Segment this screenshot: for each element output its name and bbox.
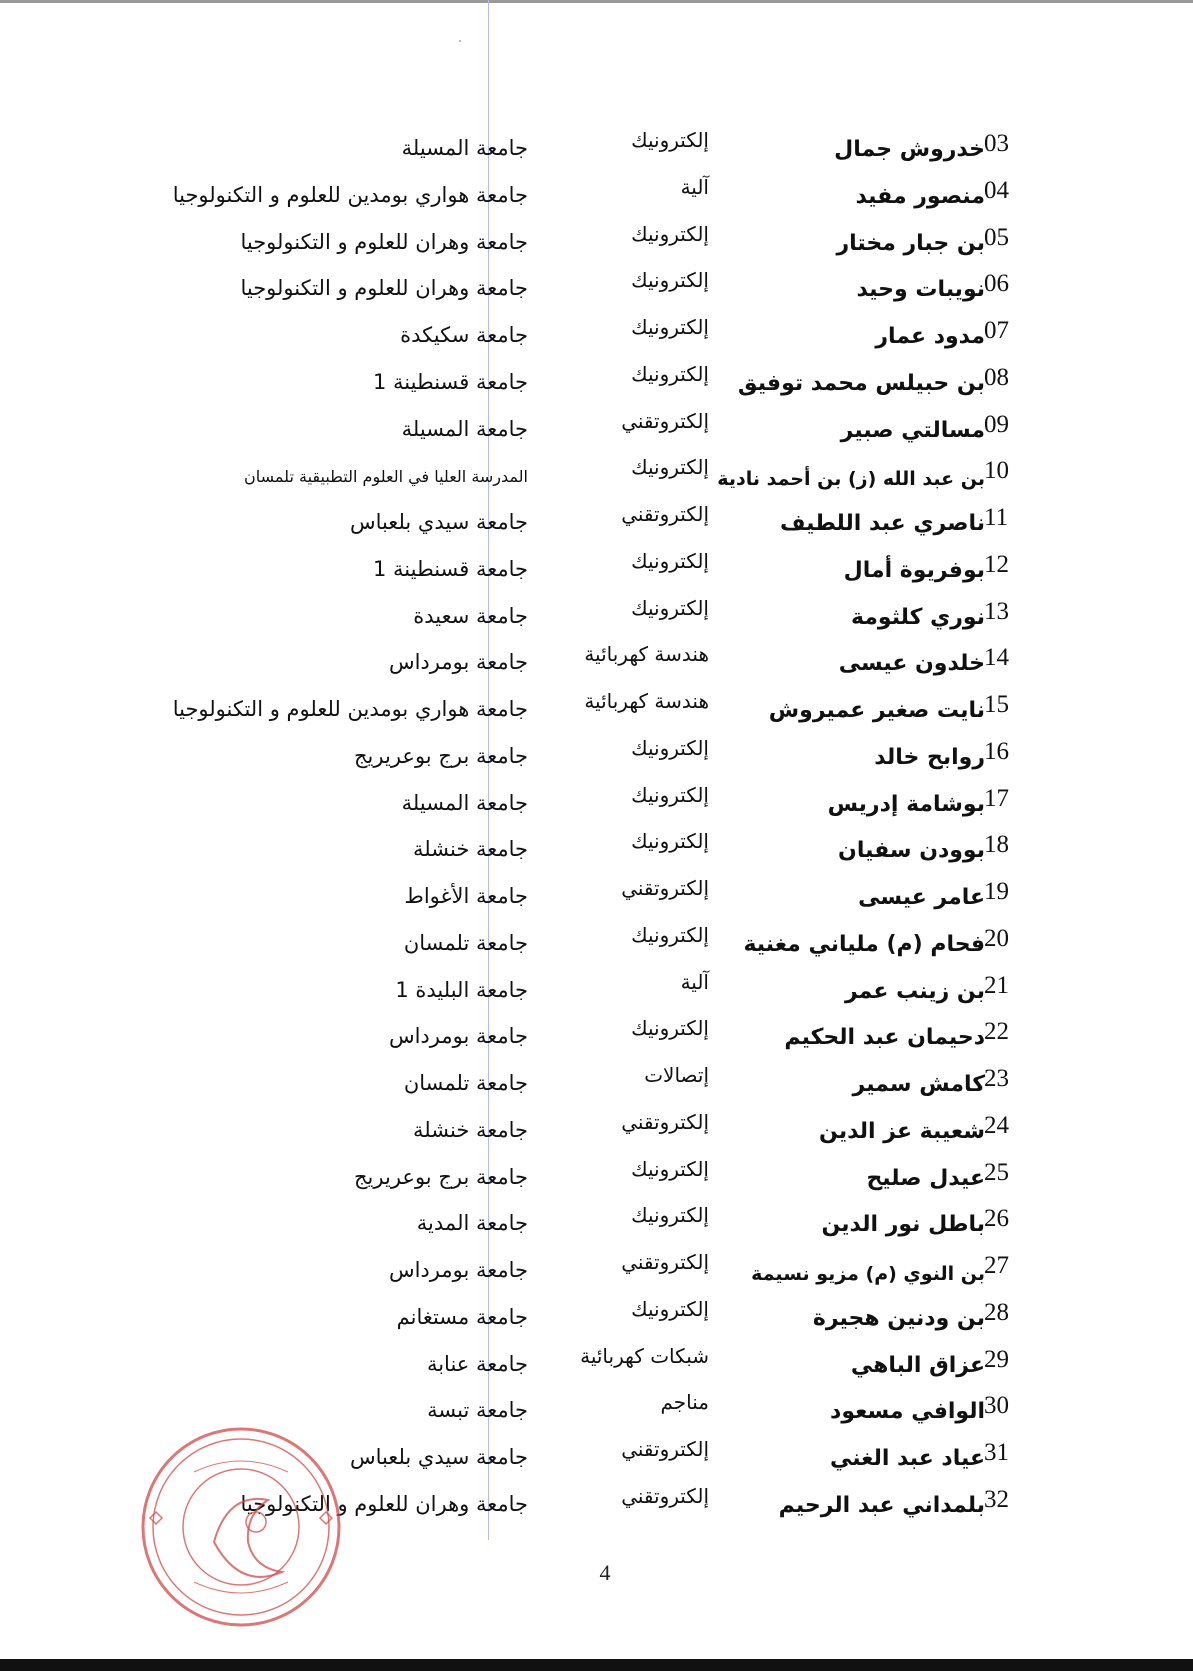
university: جامعة هواري بومدين للعلوم و التكنولوجيا (172, 182, 528, 207)
row-number: 05 (984, 223, 1009, 251)
university: جامعة وهران للعلوم و التكنولوجيا (240, 1491, 528, 1516)
list-row (0, 919, 1193, 966)
university: جامعة بومرداس (388, 650, 528, 675)
university: جامعة تبسة (427, 1398, 528, 1423)
row-number: 22 (984, 1018, 1009, 1046)
row-number: 09 (984, 410, 1009, 438)
specialty: إلكترونيك (631, 1156, 709, 1181)
member-name: بوشامة إدريس (827, 791, 985, 817)
list-row (0, 545, 1193, 592)
member-name: عياد عبد الغني (829, 1446, 985, 1471)
row-number: 12 (984, 550, 1009, 578)
row-number: 23 (984, 1065, 1009, 1092)
specialty: إلكتروتقني (621, 502, 709, 526)
specialty: إلكترونيك (631, 1016, 709, 1041)
list-row (0, 451, 1193, 498)
list-row (0, 638, 1193, 685)
row-number: 26 (984, 1205, 1009, 1233)
row-number: 27 (984, 1252, 1009, 1279)
university: المدرسة العليا في العلوم التطبيقية تلمسان (244, 467, 528, 487)
members-list (0, 124, 1193, 1527)
specialty: إلكتروتقني (621, 1483, 709, 1508)
list-row (0, 124, 1193, 171)
list-row (0, 1153, 1193, 1200)
list-row (0, 1246, 1193, 1293)
page-number: 4 (599, 1560, 611, 1585)
specialty: إلكتروتقني (621, 876, 709, 900)
university: جامعة تلمسان (403, 1071, 528, 1095)
university: جامعة هواري بومدين للعلوم و التكنولوجيا (172, 697, 528, 721)
member-name: بن حبيلس محمد توفيق (737, 370, 985, 396)
university: جامعة البليدة 1 (395, 977, 528, 1002)
row-number: 08 (984, 363, 1009, 391)
row-number: 24 (984, 1111, 1009, 1139)
university: جامعة المدية (416, 1211, 528, 1236)
member-name: بن ودنين هجيرة (812, 1305, 985, 1331)
specialty: إلكتروتقني (621, 1109, 709, 1134)
member-name: كامش سمير (852, 1072, 985, 1097)
list-row (0, 498, 1193, 545)
member-name: مسالتي صبير (840, 417, 985, 443)
row-number: 11 (984, 504, 1009, 531)
specialty: إلكترونيك (631, 922, 709, 947)
member-name: الوافي مسعود (830, 1399, 985, 1425)
member-name: ناصري عبد اللطيف (779, 511, 985, 536)
list-row (0, 405, 1193, 452)
specialty: إلكترونيك (631, 829, 709, 854)
specialty: إلكترونيك (631, 221, 709, 246)
university: جامعة خنشلة (413, 837, 528, 862)
member-name: منصور مفيد (855, 183, 985, 209)
specialty: إلكتروتقني (621, 1437, 709, 1461)
specialty: إلكترونيك (631, 268, 709, 293)
row-number: 15 (984, 691, 1009, 718)
row-number: 07 (984, 317, 1009, 344)
specialty: إلكتروتقني (621, 408, 709, 433)
list-row (0, 264, 1193, 311)
row-number: 04 (984, 176, 1009, 204)
member-name: باطل نور الدين (821, 1212, 985, 1238)
university: جامعة المسيلة (401, 790, 528, 815)
row-number: 14 (984, 644, 1009, 672)
university: جامعة سعيدة (413, 603, 528, 628)
specialty: إلكترونيك (631, 595, 709, 620)
member-name: بن عبد الله (ز) بن أحمد نادية (717, 468, 985, 491)
member-name: عامر عيسى (858, 885, 985, 910)
list-row (0, 1012, 1193, 1059)
row-number: 31 (984, 1439, 1009, 1466)
list-row (0, 218, 1193, 265)
row-number: 21 (984, 971, 1009, 999)
university: جامعة برج بوعريريج (354, 1164, 528, 1189)
list-row (0, 1199, 1193, 1246)
member-name: دحيمان عبد الحكيم (784, 1025, 985, 1051)
university: جامعة المسيلة (401, 416, 528, 441)
member-name: بوفريوة أمال (843, 557, 985, 583)
university: جامعة تلمسان (403, 930, 528, 955)
list-row (0, 171, 1193, 218)
list-row (0, 1106, 1193, 1153)
university: جامعة مستغانم (396, 1304, 528, 1329)
member-name: بوودن سفيان (838, 838, 985, 864)
member-name: روابح خالد (874, 744, 985, 770)
member-name: بن زينب عمر (844, 978, 985, 1004)
official-seal-icon (136, 1422, 346, 1632)
specialty: إلكترونيك (631, 735, 709, 760)
member-name: نوري كلثومة (850, 604, 985, 630)
row-number: 06 (984, 270, 1009, 298)
university: جامعة قسنطينة 1 (372, 369, 528, 394)
specialty: إتصالات (644, 1063, 709, 1087)
row-number: 03 (984, 130, 1009, 157)
row-number: 30 (984, 1392, 1009, 1420)
specialty: هندسة كهربائية (584, 689, 709, 713)
list-row (0, 358, 1193, 405)
row-number: 29 (984, 1345, 1009, 1373)
list-row (0, 1059, 1193, 1106)
university: جامعة الأغواط (404, 884, 528, 908)
specialty: إلكترونيك (631, 361, 709, 386)
row-number: 17 (984, 784, 1009, 812)
member-name: خلدون عيسى (838, 651, 985, 677)
university: جامعة بومرداس (388, 1024, 528, 1049)
member-name: بن جبار مختار (836, 230, 985, 256)
specialty: إلكترونيك (631, 1296, 709, 1321)
specialty: إلكترونيك (631, 1203, 709, 1228)
specialty: آلية (680, 174, 709, 199)
university: جامعة سيدي بلعباس (349, 1445, 528, 1469)
university: جامعة سيدي بلعباس (349, 510, 528, 534)
list-row (0, 825, 1193, 872)
list-row (0, 311, 1193, 358)
specialty: إلكترونيك (631, 782, 709, 807)
specialty: مناجم (660, 1390, 709, 1415)
member-name: نويبات وحيد (856, 277, 985, 303)
list-row (0, 779, 1193, 826)
university: جامعة بومرداس (388, 1258, 528, 1282)
list-row (0, 872, 1193, 919)
university: جامعة المسيلة (401, 136, 528, 160)
member-name: عزاق الباهي (850, 1352, 985, 1378)
member-name: عيدل صليح (866, 1165, 985, 1191)
university: جامعة سكيكدة (400, 323, 528, 347)
row-number: 13 (984, 597, 1009, 625)
list-row (0, 1340, 1193, 1387)
university: جامعة برج بوعريريج (354, 743, 528, 768)
university: جامعة وهران للعلوم و التكنولوجيا (240, 229, 528, 254)
specialty: إلكتروتقني (621, 1250, 709, 1274)
specialty: هندسة كهربائية (584, 642, 709, 667)
row-number: 25 (984, 1158, 1009, 1186)
university: جامعة خنشلة (413, 1117, 528, 1142)
member-name: بلمداني عبد الرحيم (778, 1492, 985, 1518)
university: جامعة وهران للعلوم و التكنولوجيا (240, 276, 528, 301)
member-name: فحام (م) ملياني مغنية (743, 931, 985, 957)
member-name: خدروش جمال (834, 137, 985, 162)
member-name: بن النوي (م) مزيو نسيمة (751, 1263, 985, 1285)
specialty: شبكات كهربائية (580, 1343, 709, 1368)
university: جامعة قسنطينة 1 (372, 556, 528, 581)
row-number: 28 (984, 1298, 1009, 1326)
university: جامعة عنابة (426, 1351, 528, 1376)
scan-bottom-edge (0, 1659, 1193, 1671)
specialty: إلكترونيك (631, 315, 709, 339)
row-number: 18 (984, 831, 1009, 859)
list-row (0, 592, 1193, 639)
scan-top-edge (0, 0, 1193, 3)
specialty: إلكترونيك (631, 455, 709, 480)
specialty: آلية (680, 969, 709, 994)
row-number: 20 (984, 924, 1009, 952)
member-name: نايت صغير عميروش (768, 698, 985, 723)
list-row (0, 732, 1193, 779)
row-number: 19 (984, 878, 1009, 905)
list-row (0, 966, 1193, 1013)
member-name: شعيبة عز الدين (819, 1118, 985, 1144)
row-number: 16 (984, 737, 1009, 765)
specialty: إلكترونيك (631, 128, 709, 152)
list-row (0, 685, 1193, 732)
member-name: مدود عمار (875, 324, 985, 349)
row-number: 32 (984, 1485, 1009, 1513)
specialty: إلكترونيك (631, 548, 709, 573)
scan-speck (459, 40, 461, 42)
list-row (0, 1293, 1193, 1340)
row-number: 10 (984, 457, 1009, 485)
